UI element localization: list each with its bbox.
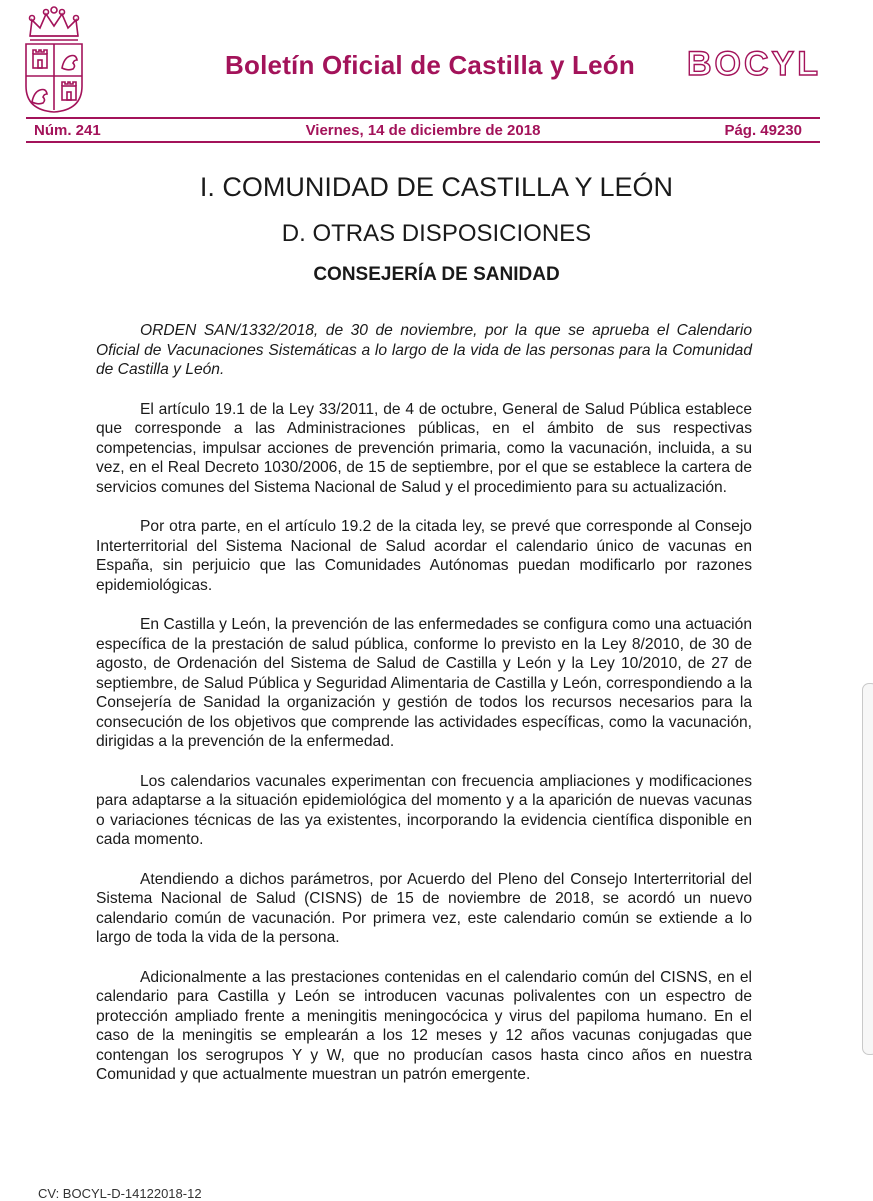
page-number: Pág. 49230: [724, 122, 802, 139]
document-body: [96, 321, 752, 1105]
body-paragraph: Los calendarios vacunales experimentan con frecuencia ampliaciones y modificaciones para adaptarse a la situación epidemiológica del momento y a la aparición de nuevas vacunas o variaciones técnicas de las ya existentes, incorporando la evidencia científica disponible en cada momento.: [96, 772, 752, 848]
body-paragraph: Adicionalmente a las prestaciones contenidas en el calendario común del CISNS, en el calendario para Castilla y León se introducen vacunas polivalentes con un espectro de protección ampliado frente a meningitis meningocócica y virus del papiloma humano. En el caso de la meningitis se emplearán a los 12 meses y 12 años vacunas conjugadas que contengan los serogrupos Y y W, que no producían casos hasta cinco años en nuestra Comunidad y que actualmente muestran un patrón emergente.: [96, 968, 752, 1083]
section-heading: I. COMUNIDAD DE CASTILLA Y LEÓN: [199, 172, 674, 202]
department-heading: CONSEJERÍA DE SANIDAD: [313, 264, 560, 285]
order-title-paragraph: ORDEN SAN/1332/2018, de 30 de noviembre, por la que se aprueba el Calendario Oficial de Vacunaciones Sistemáticas a lo largo de la vida de las personas para la Comunidad de Castilla y León.: [96, 322, 752, 378]
header-rule-bottom: [26, 141, 820, 143]
bocyl-logo-text: BOCYL: [687, 45, 821, 82]
issue-number: Núm. 241: [34, 122, 101, 139]
subsection-heading: D. OTRAS DISPOSICIONES: [281, 220, 592, 247]
header-rule-top: [26, 117, 820, 119]
body-paragraph: En Castilla y León, la prevención de las enfermedades se configura como una actuación específica de la prestación de salud pública, conforme lo previsto en la Ley 8/2010, de 30 de agosto, de Ordenación del Sistema de Salud de Castilla y León y la Ley 10/2010, de 27 de septiembre, de Salud Pública y Seguridad Alimentaria de Castilla y León, correspondiendo a la Consejería de Sanidad la organización y gestión de todos los recursos necesarios para la consecución de los objetivos que comprende las actividades específicas, como la vacunación, dirigidas a la prevención de la enfermedad.: [96, 616, 752, 750]
scrollbar-thumb[interactable]: [862, 683, 873, 1055]
cv-code: CV: BOCYL-D-14122018-12: [38, 1186, 202, 1201]
bocyl-logo: [678, 44, 830, 82]
issue-meta-row: [26, 121, 820, 141]
body-paragraph: Atendiendo a dichos parámetros, por Acuerdo del Pleno del Consejo Interterritorial del Sistema Nacional de Salud (CISNS) de 15 de noviembre de 2018, se acordó un nuevo calendario común de vacunación. Por primera vez, este calendario común se extiende a lo largo de toda la vida de la persona.: [96, 870, 752, 946]
body-paragraph: Por otra parte, en el artículo 19.2 de la citada ley, se prevé que corresponde al Consejo Interterritorial del Sistema Nacional de Salud acordar el calendario único de vacunas en España, sin perjuicio que las Comunidades Autónomas puedan modificarlo por razones epidemiológicas.: [96, 518, 752, 594]
issue-date: Viernes, 14 de diciembre de 2018: [305, 122, 541, 139]
journal-title: Boletín Oficial de Castilla y León: [225, 50, 635, 80]
body-paragraph: El artículo 19.1 de la Ley 33/2011, de 4 de octubre, General de Salud Pública establece que corresponde a las Administraciones públicas, en el ámbito de sus respectivas competencias, impulsar acciones de prevención primaria, como la vacunación, incluida, a su vez, en el Real Decreto 1030/2006, de 15 de septiembre, por el que se establece la cartera de servicios comunes del Sistema Nacional de Salud y el procedimiento para su actualización.: [96, 400, 752, 496]
coat-of-arms-icon: [22, 6, 86, 114]
